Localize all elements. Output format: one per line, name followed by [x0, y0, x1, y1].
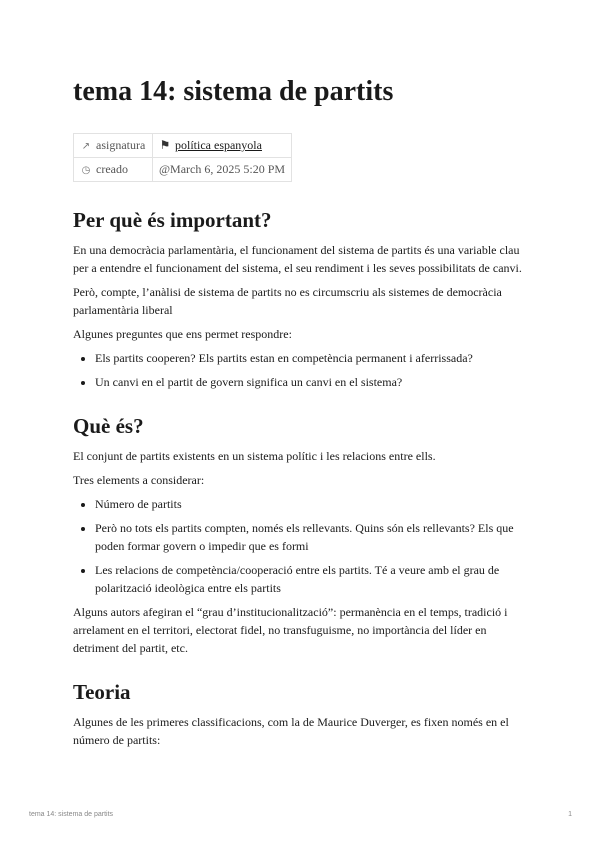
flag-icon: ⚑ [159, 138, 171, 152]
paragraph: En una democràcia parlamentària, el funcionament del sistema de partits és una variable clau per a entendre el funcionament del sistema, el seu rendiment i les seves possibilitats de canvi. [73, 243, 522, 275]
section-heading: Què és? [73, 414, 144, 438]
property-row-asignatura [74, 134, 292, 158]
property-row-creado [74, 158, 292, 182]
property-key: asignatura [96, 138, 146, 152]
bullet-list [73, 349, 533, 391]
paragraph: Tres elements a considerar: [73, 473, 205, 487]
list-item: • Un canvi en el partit de govern significa un canvi en el sistema? [95, 373, 533, 391]
section-heading: Per què és important? [73, 208, 272, 232]
paragraph: Algunes de les primeres classificacions, com la de Maurice Duverger, es fixen només en el número de partits: [73, 715, 509, 747]
paragraph: Però, compte, l’anàlisi de sistema de partits no es circumscriu als sistemes de democràcia parlamentària liberal [73, 285, 502, 317]
clock-icon: ◷ [81, 165, 91, 176]
property-key: creado [96, 162, 128, 176]
created-date: @March 6, 2025 5:20 PM [159, 162, 286, 176]
section-heading: Teoria [73, 680, 131, 704]
arrow-up-right-icon: ↗ [81, 141, 91, 152]
page-footer [29, 811, 572, 818]
paragraph: Alguns autors afegiran el “grau d’institucionalització”: permanència en el temps, tradició i arrelament en el territori, electorat fidel, no transfuguisme, no importància del líder en detriment del partit, etc. [73, 605, 508, 655]
list-item: • Número de partits [95, 495, 533, 513]
footer-title: tema 14: sistema de partits [29, 811, 114, 818]
list-item: • Però no tots els partits compten, només els rellevants. Quins són els rellevants? Els que poden formar govern o impedir que es formi [95, 519, 533, 555]
paragraph: El conjunt de partits existents en un sistema polític i les relacions entre ells. [73, 449, 436, 463]
bullet-list [73, 495, 533, 597]
paragraph: Algunes preguntes que ens permet respondre: [73, 327, 292, 341]
page-content [73, 205, 533, 755]
page-number: 1 [568, 811, 572, 818]
asignatura-link[interactable]: política espanyola [175, 138, 262, 152]
properties-table [73, 133, 292, 182]
list-item: • Les relacions de competència/cooperació entre els partits. Té a veure amb el grau de polarització ideològica entre els partits [95, 561, 533, 597]
page-title: tema 14: sistema de partits [73, 76, 394, 107]
list-item: • Els partits cooperen? Els partits estan en competència permanent i aferrissada? [95, 349, 533, 367]
